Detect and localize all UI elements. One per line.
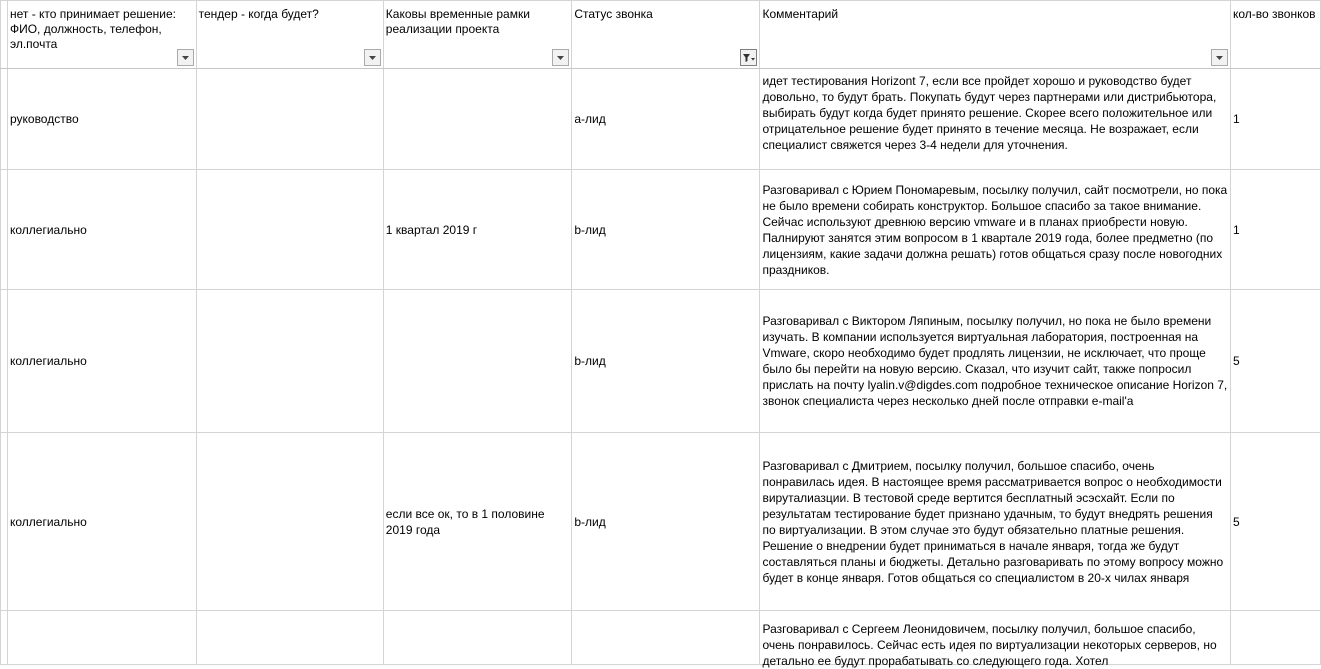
cell-comment[interactable] — [760, 69, 1231, 170]
cell-calls[interactable] — [1230, 611, 1320, 665]
cell-comment[interactable]: Разговаривал с Дмитрием, посылку получил, большое спасибо, очень понравилась идея. В настоящее время рассматривается вопрос о необходимости вируталиазции. В тестовой среде вертится бесплатный эсэсхайт. Если по результатам тестирование будет признано удачным, то будут внедрять решения по виртуализации. В этом случае это будут обязательно платные решения. Решение о внедрении будет приниматься в начале января, тогда же будут составляться планы и бюджеты. Детально разговаривать по этому вопросу можно будет в конце января. Готов общаться со специалистом в 20-х чилах января — [760, 433, 1231, 611]
header-label: Каковы временные рамки реализации проекта — [385, 7, 530, 36]
cell-comment[interactable]: Разговаривал с Виктором Ляпиным, посылку получил, но пока не было времени изучать. В компании используется виртуальная лаборатория, построенная на Vmware, скоро необходимо будет продлять лицензии, не исключает, что проще было бы перейти на новую версию. Сказал, что изучит сайт, также попросил прислать на почту lyalin.v@digdes.com подробное техническое описание Horizon 7, звонок специалиста через несколько дней после отправки e-mail'a — [760, 290, 1231, 433]
cell-decision[interactable] — [7, 611, 196, 665]
cell-decision[interactable]: коллегиально — [7, 170, 196, 290]
filter-dropdown-button[interactable] — [1211, 49, 1228, 66]
table-row — [1, 290, 1321, 433]
cell-status[interactable] — [572, 611, 760, 665]
row-stub — [1, 170, 8, 290]
header-label: тендер - когда будет? — [198, 7, 319, 21]
header-cell-tender[interactable] — [196, 1, 383, 69]
cell-tender[interactable] — [196, 170, 383, 290]
cell-timeframe[interactable]: 1 квартал 2019 г — [383, 170, 572, 290]
table-row — [1, 69, 1321, 170]
row-stub — [1, 611, 8, 665]
filter-dropdown-button[interactable] — [552, 49, 569, 66]
comment-text: Разговаривал с Сергеем Леонидовичем, посылку получил, большое спасибо, очень понравилось. Сейчас есть идея по виртуализации некоторых серверов, но детально ее будут прорабатывать со следующего года. Хотел — [762, 622, 1217, 668]
clip-region — [760, 611, 1230, 668]
cell-timeframe[interactable] — [383, 69, 572, 170]
table-row — [1, 170, 1321, 290]
header-label: нет - кто принимает решение: ФИО, должность, телефон, эл.почта — [9, 7, 177, 51]
clip-region — [760, 69, 1230, 169]
header-label: Комментарий — [762, 7, 839, 21]
chevron-down-icon — [1212, 50, 1227, 65]
cell-calls[interactable]: 1 — [1230, 69, 1320, 170]
cell-calls[interactable]: 1 — [1230, 170, 1320, 290]
filter-active-button[interactable] — [740, 49, 757, 66]
cell-timeframe[interactable]: если все ок, то в 1 половине 2019 года — [383, 433, 572, 611]
cell-tender[interactable] — [196, 611, 383, 665]
header-cell-comment[interactable] — [760, 1, 1231, 69]
header-cell-timeframe[interactable] — [383, 1, 572, 69]
filter-dropdown-button[interactable] — [364, 49, 381, 66]
header-cell-calls[interactable] — [1230, 1, 1320, 69]
header-label: кол-во звонков — [1232, 7, 1316, 21]
filter-dropdown-button[interactable] — [177, 49, 194, 66]
header-cell-decision[interactable] — [7, 1, 196, 69]
cell-tender[interactable] — [196, 69, 383, 170]
table-row — [1, 433, 1321, 611]
cell-calls[interactable]: 5 — [1230, 290, 1320, 433]
comment-text: идет тестирования Horizont 7, если все пройдет хорошо и руководство будет довольно, то будут брать. Покупать будут через партнерами или дистрибьютора, выбирать будут когда будет принято решение. Скорее всего положительное или отрицательное решение будет принято в течение месяца. Не возражает, если специалист свяжется через 3-4 недели для уточнения. — [762, 74, 1217, 152]
row-stub — [1, 1, 8, 69]
chevron-down-icon — [553, 50, 568, 65]
filter-funnel-icon — [741, 50, 756, 65]
cell-decision[interactable]: руководство — [7, 69, 196, 170]
cell-comment[interactable]: Разговаривал с Юрием Пономаревым, посылку получил, сайт посмотрели, но пока не было времени собирать конструктор. Большое спасибо за такое внимание. Сейчас используют древнюю версию vmware и в планах приобрести новую. Палнируют занятся этим вопросом в 1 квартале 2019 года, более предметно (по лицензиям, какие задачи должна решать) готов общаться сразу после новогодних праздников. — [760, 170, 1231, 290]
header-row — [1, 1, 1321, 69]
cell-status[interactable]: b-лид — [572, 433, 760, 611]
cell-decision[interactable]: коллегиально — [7, 290, 196, 433]
cell-status[interactable]: b-лид — [572, 290, 760, 433]
cell-tender[interactable] — [196, 433, 383, 611]
cell-decision[interactable]: коллегиально — [7, 433, 196, 611]
table-row — [1, 611, 1321, 665]
cell-status[interactable]: b-лид — [572, 170, 760, 290]
chevron-down-icon — [365, 50, 380, 65]
cell-timeframe[interactable] — [383, 611, 572, 665]
cell-comment[interactable] — [760, 611, 1231, 668]
cell-calls[interactable]: 5 — [1230, 433, 1320, 611]
cell-timeframe[interactable] — [383, 290, 572, 433]
chevron-down-icon — [178, 50, 193, 65]
cell-tender[interactable] — [196, 290, 383, 433]
row-stub — [1, 69, 8, 170]
cell-status[interactable]: a-лид — [572, 69, 760, 170]
header-cell-status[interactable] — [572, 1, 760, 69]
row-stub — [1, 433, 8, 611]
row-stub — [1, 290, 8, 433]
header-label: Статус звонка — [574, 7, 653, 21]
